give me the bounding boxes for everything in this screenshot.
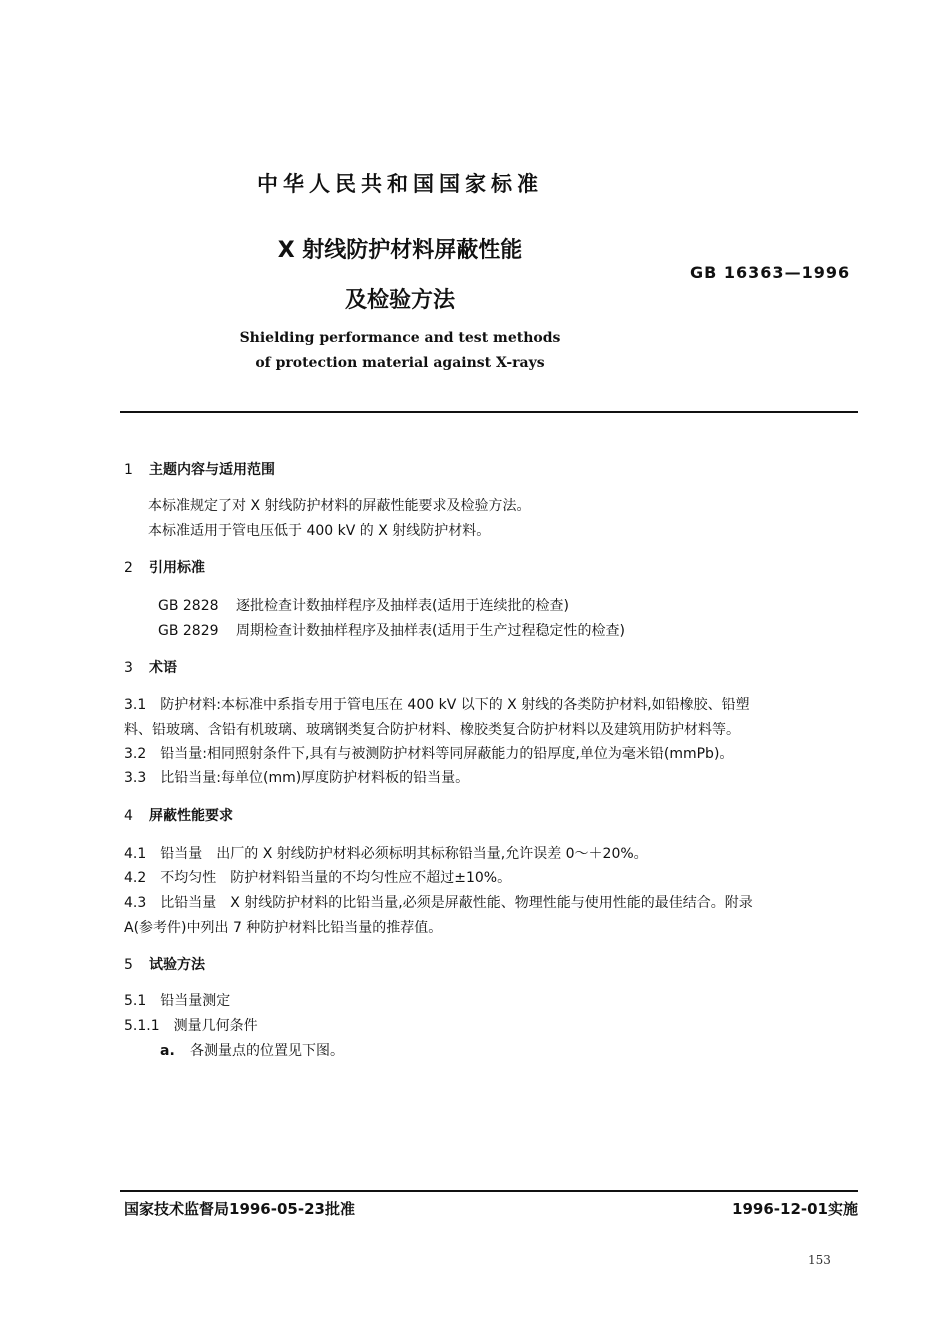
section-title: 屏蔽性能要求 [149,808,233,824]
method-5-1: 5.1 铅当量测定 [124,993,231,1009]
requirement-4-2: 4.2 不均匀性 防护材料铅当量的不均匀性应不超过±10%。 [124,870,512,886]
section-3-heading [124,657,177,677]
section-number: 5 [124,957,133,973]
requirement-4-3-line1: 4.3 比铅当量 X 射线防护材料的比铅当量,必须是屏蔽性能、物理性能与使用性能的最佳结合。附录 [124,895,753,911]
reference-item [158,595,569,615]
method-5-1-1: 5.1.1 测量几何条件 [124,1018,258,1034]
section-title: 试验方法 [149,957,205,973]
section-title: 引用标准 [149,560,205,576]
title-zh-line2: 及检验方法 [344,288,455,313]
term-3-1-line1: 3.1 防护材料:本标准中系指专用于管电压在 400 kV 以下的 X 射线的各类防护材料,如铅橡胶、铅塑 [124,697,750,713]
section-title: 术语 [149,660,177,676]
bottom-divider [120,1190,858,1192]
list-item-text: 各测量点的位置见下图。 [190,1043,344,1059]
approval-date: 国家技术监督局1996-05-23批准 [124,1200,355,1218]
section-4-heading [124,805,233,825]
national-standard-heading: 中华人民共和国国家标准 [257,172,543,196]
list-item-label: a. [160,1043,175,1059]
reference-code: GB 2828 [158,598,219,614]
term-3-3: 3.3 比铅当量:每单位(mm)厚度防护材料板的铅当量。 [124,770,470,786]
title-en-line2: of protection material against X-rays [255,355,545,371]
section-number: 3 [124,660,133,676]
section-number: 4 [124,808,133,824]
term-3-1-line2: 料、铅玻璃、含铅有机玻璃、玻璃钢类复合防护材料、橡胶类复合防护材料以及建筑用防护材料等。 [124,722,740,738]
term-3-2: 3.2 铅当量:相同照射条件下,具有与被测防护材料等同屏蔽能力的铅厚度,单位为毫米铅(mmPb)。 [124,746,734,762]
title-en-line1: Shielding performance and test methods [239,330,561,346]
paragraph: 本标准规定了对 X 射线防护材料的屏蔽性能要求及检验方法。 [148,498,531,514]
effective-date: 1996-12-01实施 [732,1200,858,1218]
section-5-heading [124,954,205,974]
reference-code: GB 2829 [158,623,219,639]
paragraph: 本标准适用于管电压低于 400 kV 的 X 射线防护材料。 [148,523,491,539]
reference-title: 逐批检查计数抽样程序及抽样表(适用于连续批的检查) [236,598,569,614]
reference-title: 周期检查计数抽样程序及抽样表(适用于生产过程稳定性的检查) [236,623,625,639]
reference-item [158,620,625,640]
section-title: 主题内容与适用范围 [149,462,275,478]
section-number: 2 [124,560,133,576]
section-2-heading [124,557,205,577]
section-number: 1 [124,462,133,478]
requirement-4-1: 4.1 铅当量 出厂的 X 射线防护材料必须标明其标称铅当量,允许误差 0～＋20%。 [124,846,648,862]
title-zh-line1: X 射线防护材料屏蔽性能 [277,238,523,263]
page-number: 153 [808,1253,831,1267]
section-1-heading [124,459,275,479]
standard-number: GB 16363—1996 [690,263,851,282]
requirement-4-3-line2: A(参考件)中列出 7 种防护材料比铅当量的推荐值。 [124,920,443,936]
list-item-a [160,1040,344,1060]
top-divider [120,411,858,413]
